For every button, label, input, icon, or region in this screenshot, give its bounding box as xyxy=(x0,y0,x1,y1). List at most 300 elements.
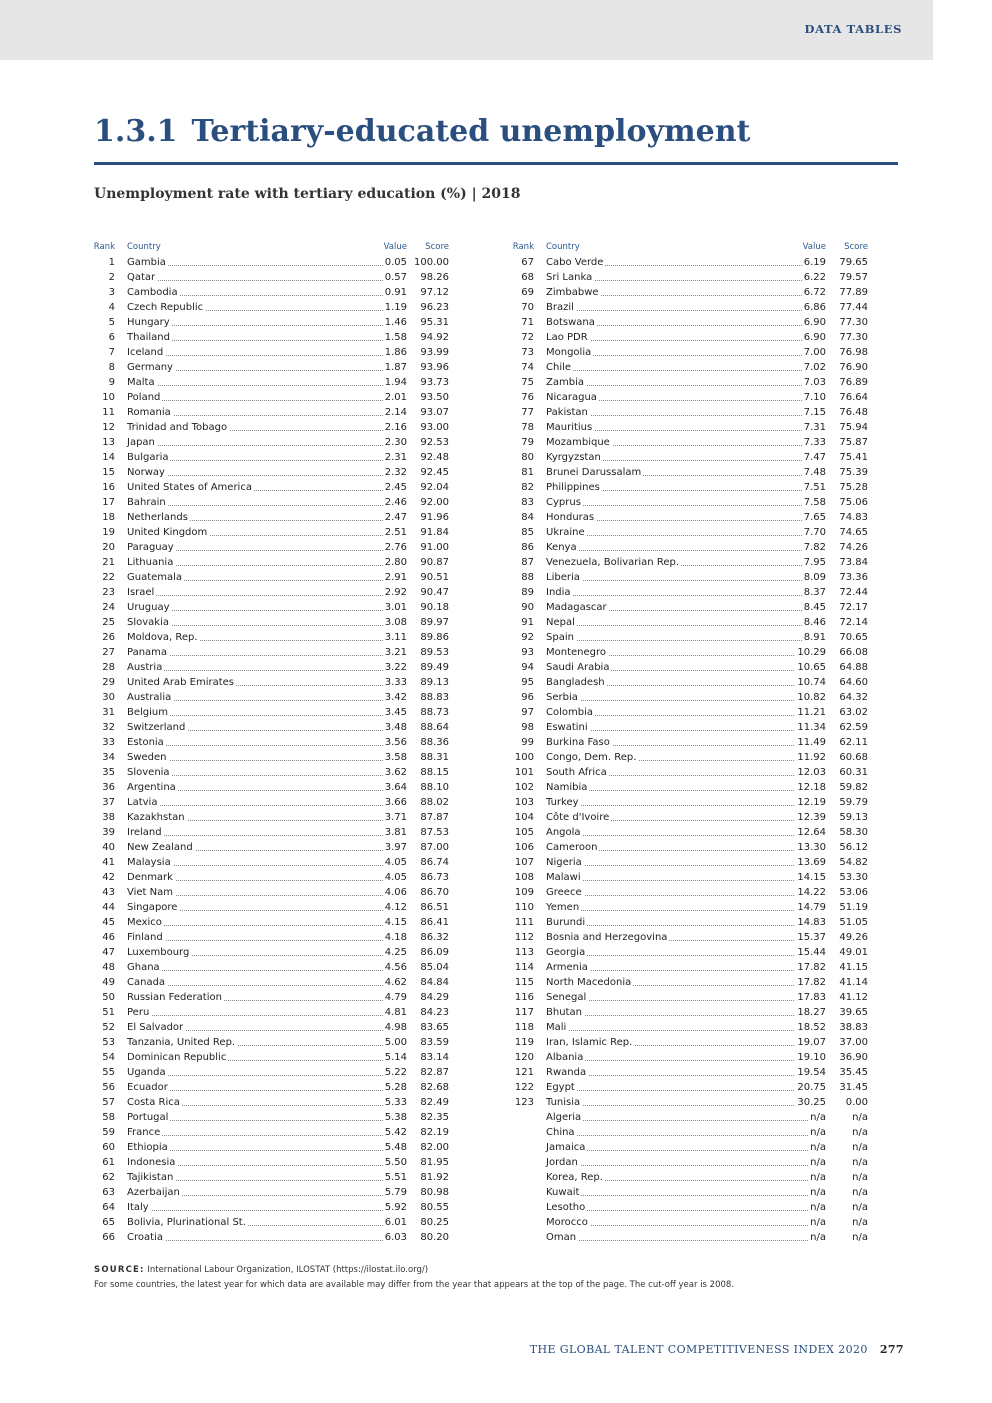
value-cell: 5.92 xyxy=(384,1202,407,1213)
country-cell: Mozambique xyxy=(546,437,610,448)
rank-cell: 63 xyxy=(102,1187,115,1198)
table-row xyxy=(93,1140,449,1155)
table-row xyxy=(512,690,868,705)
table-row xyxy=(93,1065,449,1080)
value-cell: 2.16 xyxy=(384,422,407,433)
table-row xyxy=(93,1155,449,1170)
country-cell: Sri Lanka xyxy=(546,272,593,283)
table-row xyxy=(512,630,868,645)
score-cell: 53.06 xyxy=(839,887,868,898)
country-cell: France xyxy=(127,1127,161,1138)
dot-leader xyxy=(127,1240,407,1241)
table-row xyxy=(512,285,868,300)
score-cell: 31.45 xyxy=(839,1082,868,1093)
table-row xyxy=(512,915,868,930)
score-cell: 76.89 xyxy=(839,377,868,388)
dot-leader xyxy=(546,580,826,581)
score-cell: 85.04 xyxy=(420,962,449,973)
table-row xyxy=(512,870,868,885)
table-row xyxy=(512,525,868,540)
rank-cell: 119 xyxy=(514,1037,534,1048)
dot-leader xyxy=(546,880,826,881)
value-cell: 17.82 xyxy=(797,962,826,973)
rank-cell: 102 xyxy=(514,782,534,793)
dot-leader xyxy=(546,865,826,866)
table-row xyxy=(512,705,868,720)
score-cell: 100.00 xyxy=(414,257,449,268)
value-cell: n/a xyxy=(810,1217,826,1228)
dot-leader xyxy=(127,385,407,386)
rank-cell: 27 xyxy=(102,647,115,658)
dot-leader xyxy=(546,700,826,701)
table-row xyxy=(512,975,868,990)
score-cell: 89.86 xyxy=(420,632,449,643)
score-cell: 64.88 xyxy=(839,662,868,673)
score-cell: 90.51 xyxy=(420,572,449,583)
score-cell: n/a xyxy=(852,1157,868,1168)
score-cell: 87.87 xyxy=(420,812,449,823)
country-cell: Kuwait xyxy=(546,1187,580,1198)
table-row xyxy=(512,510,868,525)
value-cell: 4.81 xyxy=(384,1007,407,1018)
country-cell: Slovenia xyxy=(127,767,170,778)
header-value: Value xyxy=(802,242,826,252)
country-cell: Morocco xyxy=(546,1217,588,1228)
country-cell: Malta xyxy=(127,377,155,388)
value-cell: 5.00 xyxy=(384,1037,407,1048)
value-cell: 12.19 xyxy=(797,797,826,808)
country-cell: Malaysia xyxy=(127,857,171,868)
country-cell: Uruguay xyxy=(127,602,170,613)
rank-cell: 18 xyxy=(102,512,115,523)
score-cell: 88.73 xyxy=(420,707,449,718)
country-cell: China xyxy=(546,1127,575,1138)
country-cell: Canada xyxy=(127,977,166,988)
rank-cell: 88 xyxy=(521,572,534,583)
table-row xyxy=(512,1080,868,1095)
score-cell: 89.97 xyxy=(420,617,449,628)
rank-cell: 80 xyxy=(521,452,534,463)
value-cell: 10.82 xyxy=(797,692,826,703)
title-divider xyxy=(94,162,898,165)
score-cell: 41.14 xyxy=(839,977,868,988)
table-row xyxy=(93,795,449,810)
rank-cell: 54 xyxy=(102,1052,115,1063)
table-row xyxy=(512,735,868,750)
rank-cell: 90 xyxy=(521,602,534,613)
rank-cell: 70 xyxy=(521,302,534,313)
rank-cell: 82 xyxy=(521,482,534,493)
table-row xyxy=(512,375,868,390)
country-cell: United Kingdom xyxy=(127,527,208,538)
table-row xyxy=(93,1170,449,1185)
score-cell: 92.04 xyxy=(420,482,449,493)
table-row xyxy=(512,885,868,900)
score-cell: n/a xyxy=(852,1217,868,1228)
dot-leader xyxy=(546,640,826,641)
score-cell: 75.87 xyxy=(839,437,868,448)
score-cell: 75.94 xyxy=(839,422,868,433)
country-cell: Netherlands xyxy=(127,512,188,523)
rank-cell: 46 xyxy=(102,932,115,943)
country-cell: Zimbabwe xyxy=(546,287,599,298)
value-cell: 7.51 xyxy=(803,482,826,493)
country-cell: Lithuania xyxy=(127,557,174,568)
value-cell: 6.01 xyxy=(384,1217,407,1228)
value-cell: 6.90 xyxy=(803,332,826,343)
country-cell: Norway xyxy=(127,467,165,478)
score-cell: 36.90 xyxy=(839,1052,868,1063)
score-cell: n/a xyxy=(852,1127,868,1138)
dot-leader xyxy=(546,925,826,926)
value-cell: n/a xyxy=(810,1142,826,1153)
dot-leader xyxy=(546,370,826,371)
rank-cell: 118 xyxy=(514,1022,534,1033)
score-cell: n/a xyxy=(852,1142,868,1153)
rank-cell: 25 xyxy=(102,617,115,628)
rank-cell: 44 xyxy=(102,902,115,913)
value-cell: 12.03 xyxy=(797,767,826,778)
rank-cell: 16 xyxy=(102,482,115,493)
score-cell: 91.84 xyxy=(420,527,449,538)
value-cell: 7.31 xyxy=(803,422,826,433)
dot-leader xyxy=(127,760,407,761)
country-cell: Peru xyxy=(127,1007,150,1018)
value-cell: 2.47 xyxy=(384,512,407,523)
score-cell: 87.53 xyxy=(420,827,449,838)
country-cell: Burundi xyxy=(546,917,586,928)
rank-cell: 31 xyxy=(102,707,115,718)
country-cell: North Macedonia xyxy=(546,977,632,988)
country-cell: Spain xyxy=(546,632,574,643)
table-row xyxy=(93,420,449,435)
rank-cell: 66 xyxy=(102,1232,115,1243)
value-cell: 30.25 xyxy=(797,1097,826,1108)
country-cell: India xyxy=(546,587,571,598)
table-row xyxy=(93,915,449,930)
country-cell: Venezuela, Bolivarian Rep. xyxy=(546,557,680,568)
table-row xyxy=(93,705,449,720)
table-body-left xyxy=(93,255,449,1245)
table-row xyxy=(93,1200,449,1215)
country-cell: Bulgaria xyxy=(127,452,169,463)
rank-cell: 65 xyxy=(102,1217,115,1228)
score-cell: 93.96 xyxy=(420,362,449,373)
value-cell: 7.95 xyxy=(803,557,826,568)
country-cell: Costa Rica xyxy=(127,1097,180,1108)
value-cell: 10.29 xyxy=(797,647,826,658)
country-cell: Yemen xyxy=(546,902,580,913)
rank-cell: 41 xyxy=(102,857,115,868)
table-row xyxy=(93,360,449,375)
table-row xyxy=(93,1110,449,1125)
country-cell: Lao PDR xyxy=(546,332,588,343)
table-row xyxy=(93,555,449,570)
country-cell: Estonia xyxy=(127,737,164,748)
rank-cell: 84 xyxy=(521,512,534,523)
country-cell: Albania xyxy=(546,1052,584,1063)
score-cell: 74.65 xyxy=(839,527,868,538)
country-cell: Ethiopia xyxy=(127,1142,168,1153)
table-row xyxy=(512,990,868,1005)
page-footer xyxy=(530,1343,904,1356)
value-cell: 2.14 xyxy=(384,407,407,418)
rank-cell: 5 xyxy=(108,317,115,328)
rank-cell: 1 xyxy=(108,257,115,268)
table-row xyxy=(93,1095,449,1110)
score-cell: n/a xyxy=(852,1202,868,1213)
rank-cell: 96 xyxy=(521,692,534,703)
table-row xyxy=(93,600,449,615)
rank-cell: 115 xyxy=(514,977,534,988)
country-cell: Hungary xyxy=(127,317,170,328)
score-cell: 35.45 xyxy=(839,1067,868,1078)
rank-cell: 77 xyxy=(521,407,534,418)
score-cell: 74.83 xyxy=(839,512,868,523)
score-cell: 76.48 xyxy=(839,407,868,418)
table-row xyxy=(512,645,868,660)
value-cell: 8.37 xyxy=(803,587,826,598)
country-cell: Mauritius xyxy=(546,422,593,433)
rank-cell: 81 xyxy=(521,467,534,478)
score-cell: 77.30 xyxy=(839,317,868,328)
value-cell: 17.82 xyxy=(797,977,826,988)
value-cell: 7.82 xyxy=(803,542,826,553)
header-country: Country xyxy=(546,242,580,252)
country-cell: Belgium xyxy=(127,707,168,718)
value-cell: 12.39 xyxy=(797,812,826,823)
rank-cell: 47 xyxy=(102,947,115,958)
country-cell: Kyrgyzstan xyxy=(546,452,601,463)
table-row xyxy=(93,405,449,420)
table-row xyxy=(512,720,868,735)
score-cell: 41.12 xyxy=(839,992,868,1003)
value-cell: 6.22 xyxy=(803,272,826,283)
dot-leader xyxy=(127,835,407,836)
score-cell: n/a xyxy=(852,1232,868,1243)
table-header xyxy=(512,242,868,254)
score-cell: 80.55 xyxy=(420,1202,449,1213)
rank-cell: 21 xyxy=(102,557,115,568)
value-cell: 1.86 xyxy=(384,347,407,358)
table-row xyxy=(512,960,868,975)
header-band xyxy=(0,0,933,60)
score-cell: 38.83 xyxy=(839,1022,868,1033)
value-cell: 2.80 xyxy=(384,557,407,568)
value-cell: 3.81 xyxy=(384,827,407,838)
table-row xyxy=(512,615,868,630)
rank-cell: 86 xyxy=(521,542,534,553)
value-cell: 5.42 xyxy=(384,1127,407,1138)
rank-cell: 62 xyxy=(102,1172,115,1183)
value-cell: 0.05 xyxy=(384,257,407,268)
rank-cell: 106 xyxy=(514,842,534,853)
table-row xyxy=(93,885,449,900)
value-cell: 5.38 xyxy=(384,1112,407,1123)
table-row xyxy=(93,645,449,660)
country-cell: Bahrain xyxy=(127,497,166,508)
score-cell: 81.95 xyxy=(420,1157,449,1168)
rank-cell: 60 xyxy=(102,1142,115,1153)
country-cell: Argentina xyxy=(127,782,176,793)
table-row xyxy=(512,1155,868,1170)
header-score: Score xyxy=(844,242,868,252)
country-cell: Nigeria xyxy=(546,857,582,868)
score-cell: 86.41 xyxy=(420,917,449,928)
rank-cell: 38 xyxy=(102,812,115,823)
score-cell: 87.00 xyxy=(420,842,449,853)
rank-cell: 120 xyxy=(514,1052,534,1063)
value-cell: 11.34 xyxy=(797,722,826,733)
score-cell: 92.45 xyxy=(420,467,449,478)
value-cell: 3.21 xyxy=(384,647,407,658)
dot-leader xyxy=(127,1210,407,1211)
rank-cell: 13 xyxy=(102,437,115,448)
rank-cell: 50 xyxy=(102,992,115,1003)
dot-leader xyxy=(546,1015,826,1016)
country-cell: Zambia xyxy=(546,377,584,388)
score-cell: 90.18 xyxy=(420,602,449,613)
dot-leader xyxy=(546,385,826,386)
dot-leader xyxy=(546,805,826,806)
country-cell: Trinidad and Tobago xyxy=(127,422,228,433)
dot-leader xyxy=(546,505,826,506)
score-cell: 97.12 xyxy=(420,287,449,298)
country-cell: Portugal xyxy=(127,1112,169,1123)
dot-leader xyxy=(546,595,826,596)
value-cell: 5.51 xyxy=(384,1172,407,1183)
value-cell: 6.86 xyxy=(803,302,826,313)
score-cell: 58.30 xyxy=(839,827,868,838)
table-row xyxy=(93,270,449,285)
table-row xyxy=(93,675,449,690)
value-cell: 3.01 xyxy=(384,602,407,613)
country-cell: Rwanda xyxy=(546,1067,587,1078)
value-cell: 17.83 xyxy=(797,992,826,1003)
country-cell: Iceland xyxy=(127,347,164,358)
table-row xyxy=(93,945,449,960)
value-cell: 4.06 xyxy=(384,887,407,898)
table-row xyxy=(512,1095,868,1110)
table-row xyxy=(93,660,449,675)
rank-cell: 95 xyxy=(521,677,534,688)
value-cell: n/a xyxy=(810,1232,826,1243)
country-cell: Liberia xyxy=(546,572,580,583)
rank-cell: 58 xyxy=(102,1112,115,1123)
table-row xyxy=(512,660,868,675)
score-cell: 80.20 xyxy=(420,1232,449,1243)
rank-cell: 110 xyxy=(514,902,534,913)
source-notes xyxy=(94,1265,734,1295)
table-row xyxy=(93,615,449,630)
dot-leader xyxy=(127,1015,407,1016)
score-cell: 88.83 xyxy=(420,692,449,703)
country-cell: Tajikistan xyxy=(127,1172,174,1183)
country-cell: United States of America xyxy=(127,482,252,493)
country-cell: Azerbaijan xyxy=(127,1187,180,1198)
table-row xyxy=(93,285,449,300)
table-row xyxy=(512,255,868,270)
value-cell: 7.03 xyxy=(803,377,826,388)
header-value: Value xyxy=(383,242,407,252)
table-row xyxy=(93,780,449,795)
table-row xyxy=(512,1185,868,1200)
rank-cell: 12 xyxy=(102,422,115,433)
rank-cell: 83 xyxy=(521,497,534,508)
value-cell: 5.22 xyxy=(384,1067,407,1078)
table-row xyxy=(93,300,449,315)
rank-cell: 123 xyxy=(514,1097,534,1108)
table-row xyxy=(93,375,449,390)
value-cell: 5.48 xyxy=(384,1142,407,1153)
country-cell: Israel xyxy=(127,587,155,598)
rank-cell: 7 xyxy=(108,347,115,358)
rank-cell: 8 xyxy=(108,362,115,373)
dot-leader xyxy=(546,625,826,626)
value-cell: 2.31 xyxy=(384,452,407,463)
value-cell: 2.45 xyxy=(384,482,407,493)
value-cell: n/a xyxy=(810,1187,826,1198)
header-country: Country xyxy=(127,242,161,252)
score-cell: 82.68 xyxy=(420,1082,449,1093)
table-row xyxy=(512,360,868,375)
table-row xyxy=(512,945,868,960)
table-row xyxy=(93,450,449,465)
table-row xyxy=(93,1080,449,1095)
country-cell: Slovakia xyxy=(127,617,169,628)
country-cell: Viet Nam xyxy=(127,887,174,898)
score-cell: 79.65 xyxy=(839,257,868,268)
score-cell: 79.57 xyxy=(839,272,868,283)
country-cell: Germany xyxy=(127,362,173,373)
rank-cell: 51 xyxy=(102,1007,115,1018)
value-cell: 2.46 xyxy=(384,497,407,508)
country-cell: United Arab Emirates xyxy=(127,677,235,688)
score-cell: 72.44 xyxy=(839,587,868,598)
rank-cell: 79 xyxy=(521,437,534,448)
country-cell: Iran, Islamic Rep. xyxy=(546,1037,633,1048)
score-cell: 72.14 xyxy=(839,617,868,628)
value-cell: 7.70 xyxy=(803,527,826,538)
table-subtitle: Unemployment rate with tertiary education (%) | 2018 xyxy=(94,186,521,202)
score-cell: 86.09 xyxy=(420,947,449,958)
rank-cell: 85 xyxy=(521,527,534,538)
value-cell: 13.30 xyxy=(797,842,826,853)
value-cell: 14.22 xyxy=(797,887,826,898)
value-cell: 5.79 xyxy=(384,1187,407,1198)
table-row xyxy=(512,450,868,465)
rank-cell: 15 xyxy=(102,467,115,478)
score-cell: 76.98 xyxy=(839,347,868,358)
country-cell: Bhutan xyxy=(546,1007,582,1018)
country-cell: New Zealand xyxy=(127,842,193,853)
country-cell: Tanzania, United Rep. xyxy=(127,1037,236,1048)
table-row xyxy=(512,345,868,360)
value-cell: 4.05 xyxy=(384,857,407,868)
country-cell: Denmark xyxy=(127,872,173,883)
score-cell: 84.23 xyxy=(420,1007,449,1018)
score-cell: 86.73 xyxy=(420,872,449,883)
dot-leader xyxy=(546,550,826,551)
dot-leader xyxy=(127,1135,407,1136)
value-cell: 3.45 xyxy=(384,707,407,718)
score-cell: 62.59 xyxy=(839,722,868,733)
table-row xyxy=(93,765,449,780)
score-cell: 75.39 xyxy=(839,467,868,478)
table-row xyxy=(512,1050,868,1065)
table-row xyxy=(93,510,449,525)
rank-cell: 94 xyxy=(521,662,534,673)
